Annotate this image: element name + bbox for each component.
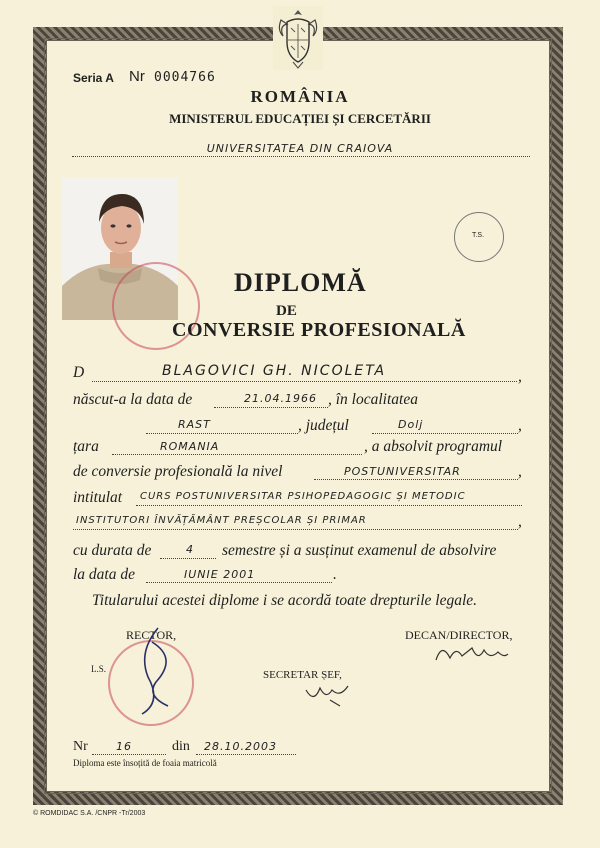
county-label: , județul <box>298 417 349 434</box>
rights-statement: Titularului acestei diplome i se acordă toate drepturile legale. <box>92 592 478 609</box>
exam-date-line <box>146 582 332 583</box>
duration-line <box>160 558 216 559</box>
level-value: POSTUNIVERSITAR <box>344 465 461 478</box>
date-label: la data de <box>73 566 135 583</box>
registration-date: 28.10.2003 <box>204 740 277 753</box>
series-label: Seria A <box>73 71 114 85</box>
university-line <box>72 156 530 157</box>
program-title-line-2 <box>73 529 518 530</box>
rector-label: RECTOR, <box>126 628 177 642</box>
title-de: DE <box>276 303 297 319</box>
transcript-note: Diploma este însoțită de foaia matricolă <box>73 758 217 768</box>
duration-label: cu durata de <box>73 542 152 559</box>
printer-credit: © ROMDIDAC S.A. /CNPR -Tr/2003 <box>33 810 146 817</box>
duration-value: 4 <box>186 543 194 556</box>
country-line <box>112 454 362 455</box>
dean-label: DECAN/DIRECTOR, <box>405 628 513 642</box>
locality-label: , în localitatea <box>328 391 418 408</box>
ts-label: T.S. <box>471 232 485 239</box>
registration-nr-label: Nr <box>73 739 88 754</box>
diploma-number: 0004766 <box>154 70 216 85</box>
county-value: Dolj <box>398 418 424 431</box>
birth-date-line <box>214 407 328 408</box>
secretary-signature <box>300 678 360 708</box>
holder-name: BLAGOVICI GH. NICOLETA <box>162 363 387 379</box>
secretary-label: SECRETAR ȘEF, <box>263 669 342 681</box>
country-heading: ROMÂNIA <box>250 87 350 106</box>
exam-date: IUNIE 2001 <box>184 568 256 581</box>
registration-date-line <box>196 754 296 755</box>
title-subtitle: CONVERSIE PROFESIONALĂ <box>172 319 466 341</box>
country-value: ROMANIA <box>160 440 220 453</box>
conversion-label: de conversie profesională la nivel <box>73 463 283 480</box>
locality-line <box>146 433 298 434</box>
locality-value: RAST <box>178 418 211 431</box>
university-name: UNIVERSITATEA DIN CRAIOVA <box>206 142 394 155</box>
rector-signature <box>118 622 198 722</box>
dean-signature <box>432 638 512 668</box>
birth-date: 21.04.1966 <box>244 392 317 405</box>
name-line <box>92 381 517 382</box>
program-title-line-1 <box>136 505 522 506</box>
program-title-2: INSTITUTORI ÎNVĂȚĂMÂNT PREȘCOLAR ȘI PRIMAR <box>76 515 367 526</box>
registration-din-label: din <box>172 739 190 754</box>
program-title-1: CURS POSTUNIVERSITAR PSIHOPEDAGOGIC ȘI METODIC <box>140 491 466 502</box>
country-label: țara <box>73 438 99 455</box>
ministry-heading: MINISTERUL EDUCAȚIEI ȘI CERCETĂRII <box>169 111 431 126</box>
d-label: D <box>73 364 85 381</box>
born-label: născut-a la data de <box>73 391 193 408</box>
semesters-label: semestre și a susținut examenul de absolvire <box>222 542 497 559</box>
ls-label: L.S. <box>91 664 107 674</box>
coat-of-arms-icon <box>273 6 323 70</box>
program-label: , a absolvit programul <box>364 438 503 455</box>
diploma-title: DIPLOMĂ <box>234 268 367 297</box>
registration-nr-line <box>92 754 166 755</box>
county-line <box>372 433 518 434</box>
number-label: Nr <box>129 68 145 85</box>
level-line <box>314 479 518 480</box>
coat-of-arms <box>273 6 323 70</box>
titled-label: intitulat <box>73 489 123 506</box>
registration-nr-value: 16 <box>116 740 132 753</box>
